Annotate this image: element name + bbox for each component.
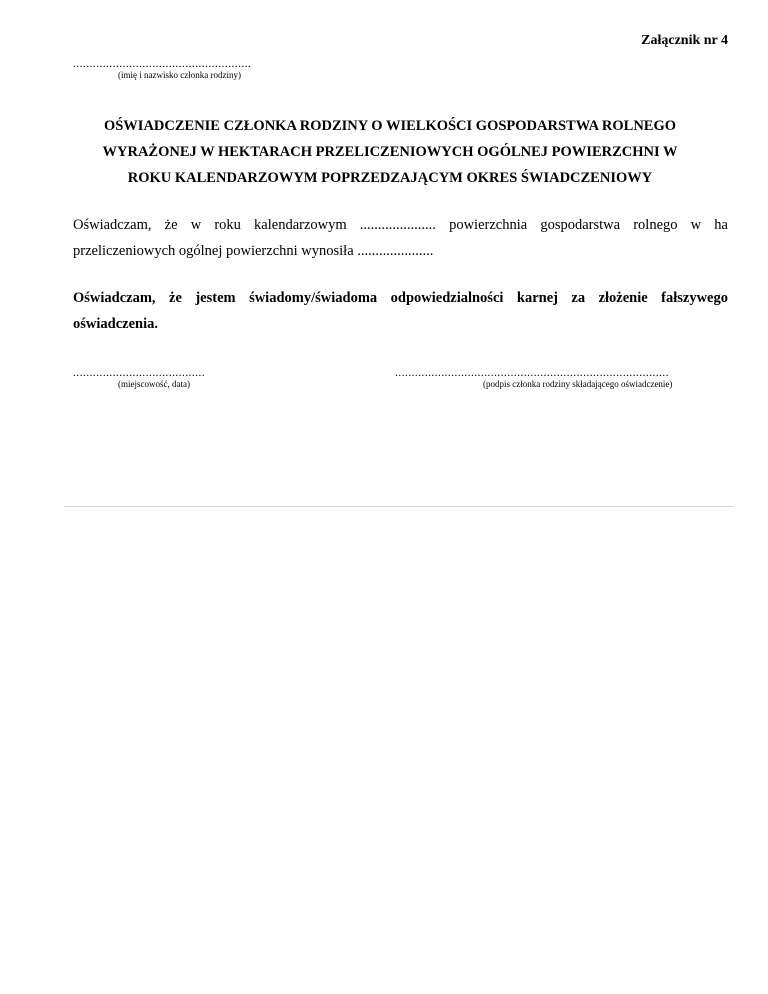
- document-title: [60, 113, 720, 191]
- title-line-3: ROKU KALENDARZOWYM POPRZEDZAJĄCYM OKRES ŚWIADCZENIOWY: [127, 170, 653, 186]
- liability-line-2: oświadczenia.: [73, 316, 158, 332]
- name-caption: (imię i nazwisko członka rodziny): [118, 70, 241, 80]
- signature-field: [395, 365, 727, 390]
- statement-line-1: Oświadczam, że w roku kalendarzowym ..................... powierzchnia gospodarstwa rolnego w ha: [73, 217, 728, 233]
- statement-paragraph: [73, 212, 728, 264]
- statement-line-2: przeliczeniowych ogólnej powierzchni wynosiła .....................: [73, 243, 434, 259]
- name-dotted-line: ......................................................: [73, 56, 252, 70]
- signature-caption: (podpis członka rodziny składającego oświadczenie): [483, 379, 673, 389]
- signature-dotted-line: ...................................................................................: [395, 365, 669, 379]
- place-date-field: [73, 365, 205, 390]
- place-date-dotted-line: ........................................: [73, 365, 205, 379]
- title-line-1: OŚWIADCZENIE CZŁONKA RODZINY O WIELKOŚCI GOSPODARSTWA ROLNEGO: [103, 118, 677, 134]
- attachment-label: Załącznik nr 4: [641, 33, 728, 48]
- liability-paragraph: [73, 285, 728, 337]
- page-divider: [64, 506, 734, 507]
- liability-line-1: Oświadczam, że jestem świadomy/świadoma odpowiedzialności karnej za złożenie fałszywego: [73, 290, 728, 306]
- name-field: [73, 56, 293, 81]
- title-line-2: WYRAŻONEJ W HEKTARACH PRZELICZENIOWYCH OGÓLNEJ POWIERZCHNI W: [102, 144, 678, 160]
- place-date-caption: (miejscowość, data): [118, 379, 190, 389]
